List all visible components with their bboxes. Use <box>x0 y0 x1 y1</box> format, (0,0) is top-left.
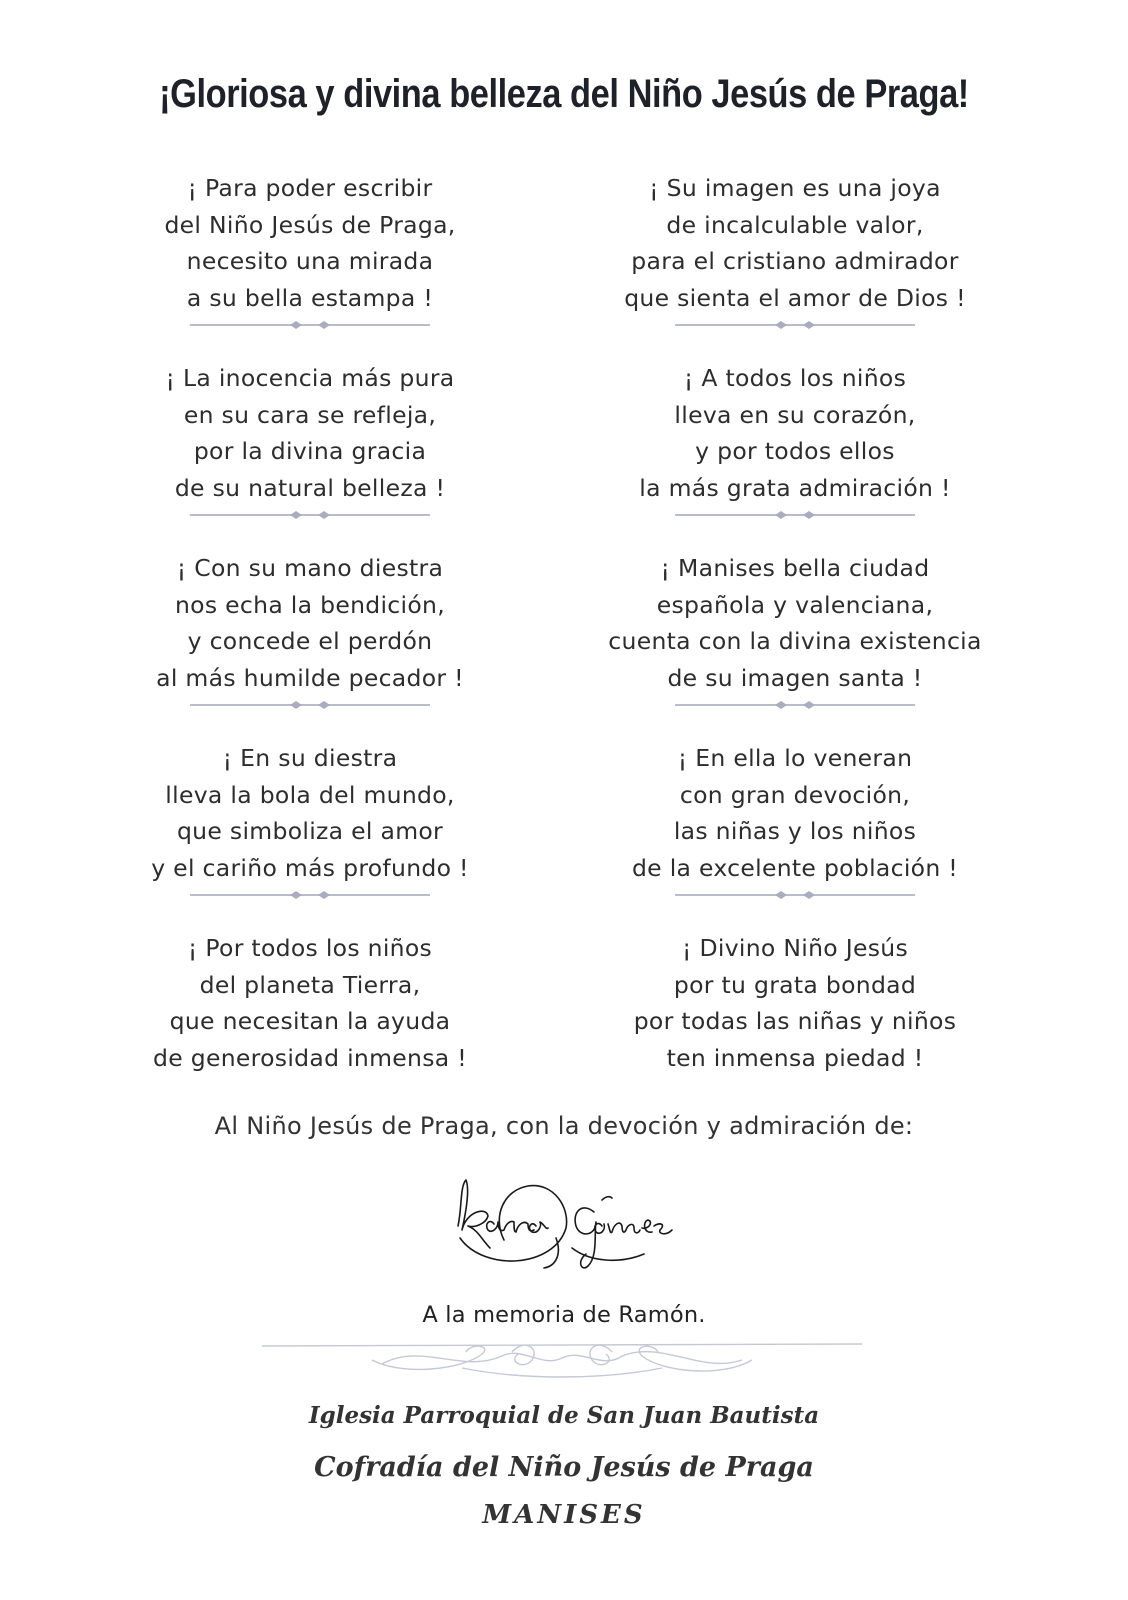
left-poem-column <box>110 170 510 1080</box>
stanza <box>110 740 510 890</box>
divider-diamond <box>803 701 815 709</box>
divider-diamond <box>290 701 302 709</box>
verse-line: ¡ A todos los niños <box>683 364 907 392</box>
stanza <box>110 550 510 700</box>
divider-ornament-icon <box>675 320 915 330</box>
town-name: MANISES <box>482 1500 646 1530</box>
stanza <box>565 740 1025 890</box>
verse-line: de incalculable valor, <box>666 210 924 239</box>
verse-line: y el cariño más profundo ! <box>151 853 469 882</box>
divider-diamond <box>803 891 815 899</box>
verse-line: ¡ Manises bella ciudad <box>660 554 930 582</box>
verse-line: que simboliza el amor <box>176 817 444 845</box>
verse-line: por todas las niñas y niños <box>633 1007 957 1035</box>
stanza-divider <box>110 890 510 930</box>
divider-ornament-icon <box>675 890 915 900</box>
verse-line: lleva la bola del mundo, <box>165 780 455 809</box>
divider-ornament-icon <box>190 320 430 330</box>
verse-line: ¡ Divino Niño Jesús <box>681 934 908 962</box>
divider-ornament-icon <box>190 700 430 710</box>
church-name: Iglesia Parroquial de San Juan Bautista <box>308 1402 820 1429</box>
verse-line: cuenta con la divina existencia <box>608 627 982 655</box>
divider-diamond <box>318 701 330 709</box>
verse-line: ¡ En ella lo veneran <box>677 744 913 772</box>
verse-line: en su cara se refleja, <box>183 400 437 429</box>
verse-line: de la excelente población ! <box>631 853 959 882</box>
verse-line: y por todos ellos <box>695 437 895 465</box>
stanza-divider <box>565 320 1025 360</box>
verse-line: ten inmensa piedad ! <box>666 1043 924 1072</box>
verse-line: ¡ Con su mano diestra <box>176 554 444 582</box>
stanza-divider <box>565 510 1025 550</box>
verse-line: ¡ Para poder escribir <box>187 174 433 202</box>
divider-ornament-icon <box>675 700 915 710</box>
divider-diamond <box>318 321 330 329</box>
verse-line: de su natural belleza ! <box>174 473 446 502</box>
memory-note: A la memoria de Ramón. <box>422 1302 706 1328</box>
divider-diamond <box>290 321 302 329</box>
stanza-divider <box>110 700 510 740</box>
verse-line: que necesitan la ayuda <box>169 1007 451 1035</box>
stanza <box>565 550 1025 700</box>
verse-line: lleva en su corazón, <box>674 400 916 429</box>
verse-line: nos echa la bendición, <box>174 590 446 619</box>
divider-ornament-icon <box>190 890 430 900</box>
verse-line: para el cristiano admirador <box>631 247 959 275</box>
brotherhood-name: Cofradía del Niño Jesús de Praga <box>314 1452 814 1483</box>
divider-diamond <box>290 511 302 519</box>
divider-ornament-icon <box>190 510 430 520</box>
divider-diamond <box>775 511 787 519</box>
flourish-drawing <box>262 1334 862 1384</box>
divider-diamond <box>803 511 815 519</box>
verse-line: ¡ Su imagen es una joya <box>649 174 941 202</box>
verse-line: a su bella estampa ! <box>186 283 434 312</box>
stanza-divider <box>110 510 510 550</box>
verse-line: necesito una mirada <box>186 247 434 275</box>
divider-ornament-icon <box>675 510 915 520</box>
verse-line: la más grata admiración ! <box>639 473 951 502</box>
verse-line: de su imagen santa ! <box>667 663 923 692</box>
divider-diamond <box>775 321 787 329</box>
divider-diamond <box>775 891 787 899</box>
right-poem-column <box>565 170 1025 1080</box>
verse-line: ¡ La inocencia más pura <box>165 364 455 392</box>
verse-line: ¡ Por todos los niños <box>187 934 433 962</box>
stanza <box>110 170 510 320</box>
divider-diamond <box>318 511 330 519</box>
signature <box>444 1168 684 1282</box>
verse-line: por tu grata bondad <box>673 970 917 999</box>
stanza <box>565 930 1025 1080</box>
verse-line: de generosidad inmensa ! <box>153 1043 467 1072</box>
dedication-text: Al Niño Jesús de Praga, con la devoción y admiración de: <box>214 1112 914 1140</box>
divider-diamond <box>803 321 815 329</box>
page-title: ¡Gloriosa y divina belleza del Niño Jesús de Praga! <box>159 72 969 116</box>
signature-drawing <box>444 1168 684 1278</box>
divider-diamond <box>290 891 302 899</box>
verse-line: por la divina gracia <box>193 437 427 465</box>
verse-line: ¡ En su diestra <box>222 744 398 772</box>
verse-line: con gran devoción, <box>679 780 911 809</box>
verse-line: las niñas y los niños <box>673 817 917 845</box>
verse-line: al más humilde pecador ! <box>156 663 464 692</box>
stanza <box>110 930 510 1080</box>
stanza <box>565 360 1025 510</box>
stanza-divider <box>110 320 510 360</box>
verse-line: del planeta Tierra, <box>199 970 421 999</box>
verse-line: del Niño Jesús de Praga, <box>164 210 456 239</box>
divider-diamond <box>775 701 787 709</box>
stanza-divider <box>565 700 1025 740</box>
stanza <box>110 360 510 510</box>
verse-line: que sienta el amor de Dios ! <box>624 283 966 312</box>
divider-diamond <box>318 891 330 899</box>
flourish-ornament <box>262 1334 862 1388</box>
stanza <box>565 170 1025 320</box>
verse-line: y concede el perdón <box>187 627 433 655</box>
verse-line: española y valenciana, <box>656 590 934 619</box>
stanza-divider <box>565 890 1025 930</box>
